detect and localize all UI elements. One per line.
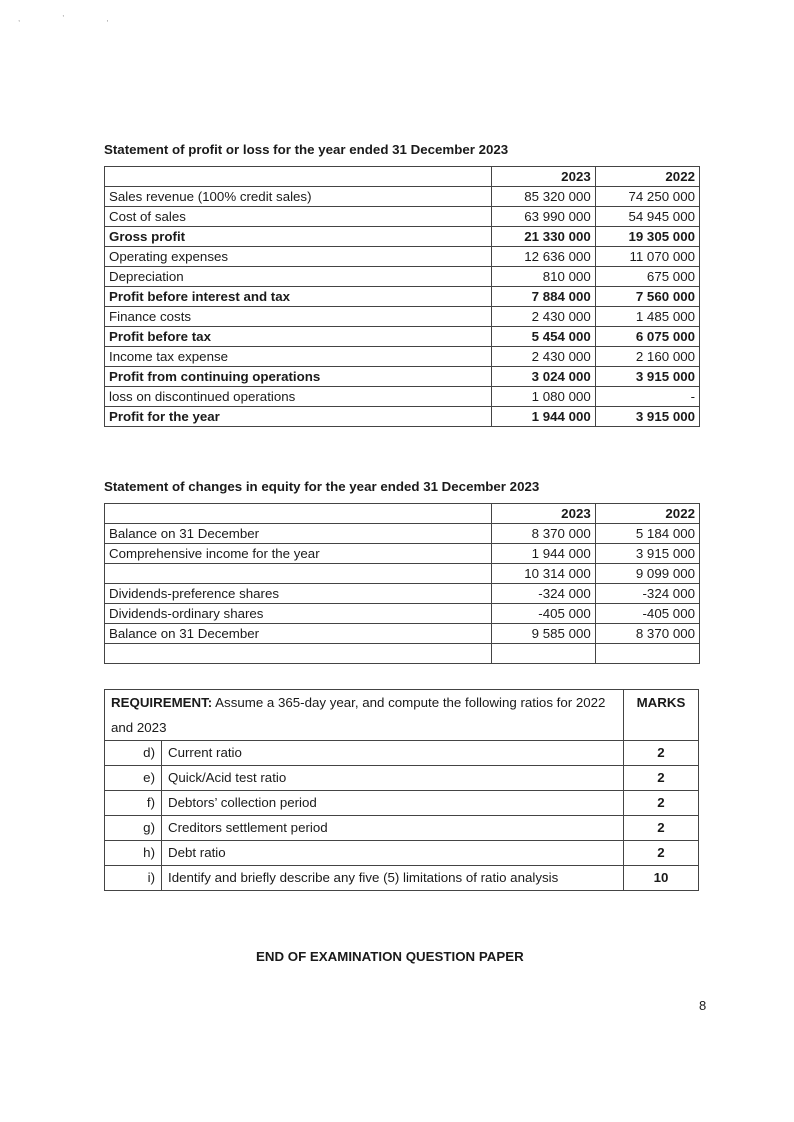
table-row: [105, 387, 700, 407]
item-text: Creditors settlement period: [162, 816, 624, 841]
value-2022: 54 945 000: [595, 207, 699, 227]
page-number: 8: [699, 998, 707, 1013]
row-label: Gross profit: [105, 227, 492, 247]
value-2023: 7 884 000: [491, 287, 595, 307]
table-row: [105, 544, 700, 564]
changes-in-equity-table: [104, 503, 700, 664]
item-text: Debtors’ collection period: [162, 791, 624, 816]
table-header-row: [105, 504, 700, 524]
item-letter: d): [105, 741, 162, 766]
table-row: [105, 407, 700, 427]
requirement-item: [105, 866, 699, 891]
value-2022: 2 160 000: [595, 347, 699, 367]
item-text: Identify and briefly describe any five (5) limitations of ratio analysis: [162, 866, 624, 891]
row-label: Profit before interest and tax: [105, 287, 492, 307]
value-2023: 5 454 000: [491, 327, 595, 347]
item-marks: 2: [624, 766, 699, 791]
requirement-table: [104, 689, 699, 891]
value-2023: 12 636 000: [491, 247, 595, 267]
table-row: [105, 564, 700, 584]
header-2022: 2022: [595, 504, 699, 524]
header-2023: 2023: [491, 504, 595, 524]
value-2022: -: [595, 387, 699, 407]
value-2022: 1 485 000: [595, 307, 699, 327]
item-marks: 10: [624, 866, 699, 891]
requirement-item: [105, 766, 699, 791]
header-blank: [105, 504, 492, 524]
table-row: [105, 227, 700, 247]
end-of-paper-text: END OF EXAMINATION QUESTION PAPER: [256, 949, 524, 964]
item-letter: h): [105, 841, 162, 866]
item-letter: f): [105, 791, 162, 816]
requirement-label: REQUIREMENT:: [111, 695, 213, 710]
row-label: Sales revenue (100% credit sales): [105, 187, 492, 207]
changes-in-equity-title: Statement of changes in equity for the year ended 31 December 2023: [104, 479, 540, 494]
item-letter: i): [105, 866, 162, 891]
value-2022: 7 560 000: [595, 287, 699, 307]
value-2022: 3 915 000: [595, 367, 699, 387]
row-label: Comprehensive income for the year: [105, 544, 492, 564]
value-2023: -324 000: [491, 584, 595, 604]
item-text: Quick/Acid test ratio: [162, 766, 624, 791]
table-row: [105, 604, 700, 624]
row-label: Balance on 31 December: [105, 624, 492, 644]
value-2023: -405 000: [491, 604, 595, 624]
value-2022: 9 099 000: [595, 564, 699, 584]
value-2023: 10 314 000: [491, 564, 595, 584]
value-2023: 63 990 000: [491, 207, 595, 227]
value-2023: [491, 644, 595, 664]
value-2022: 8 370 000: [595, 624, 699, 644]
value-2023: 1 944 000: [491, 544, 595, 564]
value-2022: 74 250 000: [595, 187, 699, 207]
header-2022: 2022: [595, 167, 699, 187]
value-2022: 3 915 000: [595, 407, 699, 427]
value-2022: 19 305 000: [595, 227, 699, 247]
scan-artifacts: , ' ,: [18, 14, 129, 23]
row-label: Balance on 31 December: [105, 524, 492, 544]
row-label: Profit for the year: [105, 407, 492, 427]
value-2022: -324 000: [595, 584, 699, 604]
table-row: [105, 524, 700, 544]
row-label: Operating expenses: [105, 247, 492, 267]
requirement-item: [105, 841, 699, 866]
value-2022: 11 070 000: [595, 247, 699, 267]
table-row: [105, 307, 700, 327]
row-label: Finance costs: [105, 307, 492, 327]
value-2022: 3 915 000: [595, 544, 699, 564]
row-label: Income tax expense: [105, 347, 492, 367]
requirement-text: Assume a 365-day year, and compute the following ratios for 2022 and 2023: [111, 695, 606, 735]
profit-or-loss-table: [104, 166, 700, 427]
row-label: loss on discontinued operations: [105, 387, 492, 407]
table-header-row: [105, 167, 700, 187]
row-label: Dividends-ordinary shares: [105, 604, 492, 624]
table-row-empty: [105, 644, 700, 664]
table-row: [105, 247, 700, 267]
item-marks: 2: [624, 741, 699, 766]
value-2022: 6 075 000: [595, 327, 699, 347]
table-row: [105, 584, 700, 604]
table-row: [105, 267, 700, 287]
item-marks: 2: [624, 791, 699, 816]
row-label: Profit before tax: [105, 327, 492, 347]
item-letter: e): [105, 766, 162, 791]
value-2023: 2 430 000: [491, 307, 595, 327]
header-blank: [105, 167, 492, 187]
table-row: [105, 347, 700, 367]
header-2023: 2023: [491, 167, 595, 187]
value-2023: 9 585 000: [491, 624, 595, 644]
requirement-item: [105, 816, 699, 841]
value-2023: 3 024 000: [491, 367, 595, 387]
requirement-item: [105, 791, 699, 816]
row-label: Profit from continuing operations: [105, 367, 492, 387]
item-letter: g): [105, 816, 162, 841]
value-2022: 675 000: [595, 267, 699, 287]
table-row: [105, 287, 700, 307]
table-row: [105, 624, 700, 644]
value-2023: 85 320 000: [491, 187, 595, 207]
value-2023: 21 330 000: [491, 227, 595, 247]
row-label: Depreciation: [105, 267, 492, 287]
profit-or-loss-title: Statement of profit or loss for the year ended 31 December 2023: [104, 142, 509, 157]
row-label: [105, 564, 492, 584]
value-2022: [595, 644, 699, 664]
item-marks: 2: [624, 816, 699, 841]
table-row: [105, 367, 700, 387]
value-2022: 5 184 000: [595, 524, 699, 544]
item-text: Debt ratio: [162, 841, 624, 866]
row-label: [105, 644, 492, 664]
value-2022: -405 000: [595, 604, 699, 624]
value-2023: 1 944 000: [491, 407, 595, 427]
row-label: Cost of sales: [105, 207, 492, 227]
table-row: [105, 327, 700, 347]
requirement-item: [105, 741, 699, 766]
marks-header: MARKS: [624, 690, 699, 741]
table-row: [105, 207, 700, 227]
value-2023: 8 370 000: [491, 524, 595, 544]
value-2023: 1 080 000: [491, 387, 595, 407]
item-text: Current ratio: [162, 741, 624, 766]
value-2023: 810 000: [491, 267, 595, 287]
row-label: Dividends-preference shares: [105, 584, 492, 604]
item-marks: 2: [624, 841, 699, 866]
value-2023: 2 430 000: [491, 347, 595, 367]
requirement-heading: [105, 690, 624, 741]
table-row: [105, 187, 700, 207]
requirement-header-row: [105, 690, 699, 741]
